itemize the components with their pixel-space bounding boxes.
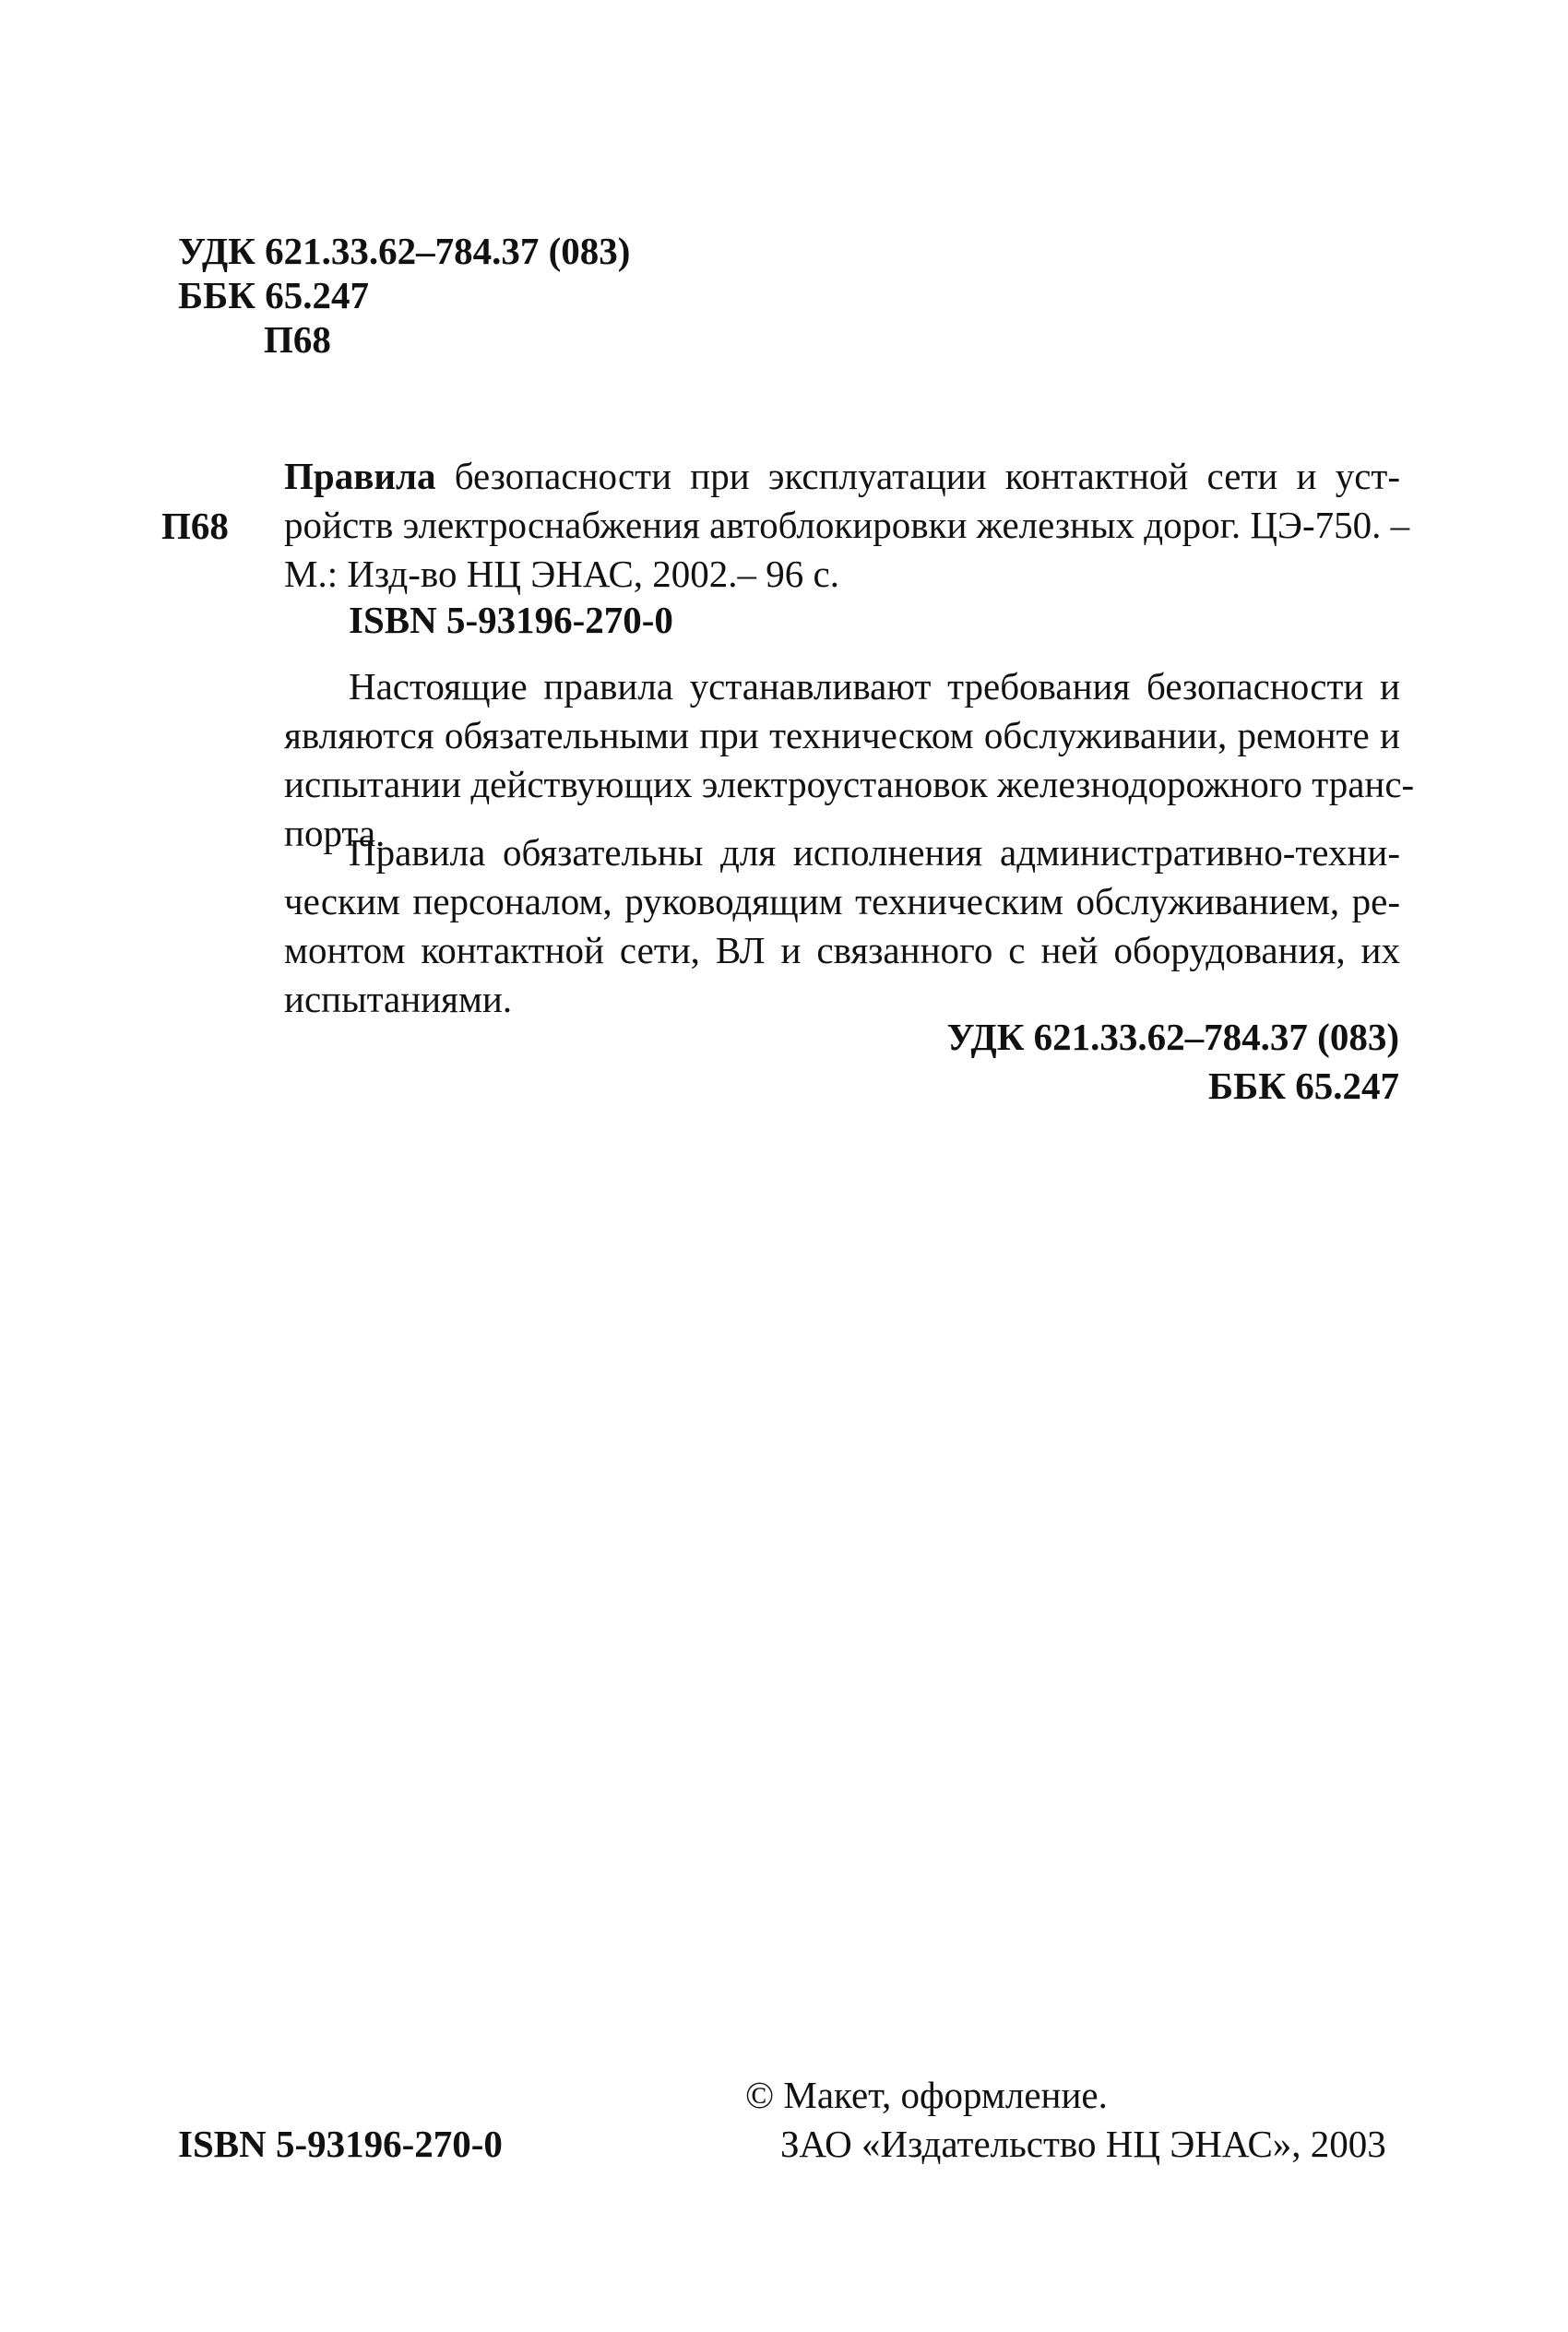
- copyright-notice: [745, 2071, 1386, 2169]
- isbn-bottom: ISBN 5-93196-270-0: [178, 2123, 503, 2165]
- bibliographic-line-2: ройств электроснабжения автоблокировки железных дорог. ЦЭ-750. –: [284, 504, 1410, 546]
- copyright-line-2: ЗАО «Издательство НЦ ЭНАС», 2003: [780, 2123, 1386, 2165]
- bibliographic-line-1-text: безопасности при эксплуатации контактной сети и уст-: [435, 455, 1400, 497]
- abstract-line: ческим персоналом, руководящим техническим обслуживанием, ре-: [284, 880, 1400, 922]
- right-bbk-code: ББК 65.247: [1208, 1065, 1399, 1107]
- bibliographic-line-3: М.: Изд-во НЦ ЭНАС, 2002.– 96 с.: [284, 553, 840, 595]
- bibliographic-record: [284, 452, 1410, 599]
- abstract-line: являются обязательными при техническом обслуживании, ремонте и: [284, 714, 1400, 756]
- abstract-line: испытании действующих электроустановок железнодорожного транс-: [284, 763, 1415, 805]
- bibliographic-title: Правила: [284, 455, 436, 497]
- bibliographic-line-1: [284, 452, 1400, 501]
- abstract-paragraph-2: [284, 828, 1400, 1024]
- copyright-line-1: © Макет, оформление.: [745, 2074, 1108, 2116]
- abstract-line: порта.: [284, 812, 386, 854]
- margin-author-mark: П68: [161, 505, 229, 547]
- abstract-line: монтом контактной сети, ВЛ и связанного с ней оборудования, их: [284, 929, 1400, 971]
- abstract-line: Настоящие правила устанавливают требования безопасности и: [349, 665, 1400, 708]
- abstract-line: Правила обязательны для исполнения административно-техни-: [349, 831, 1400, 874]
- isbn-record: ISBN 5-93196-270-0: [349, 599, 673, 641]
- top-author-mark: П68: [264, 318, 331, 361]
- right-classification-block: [947, 1013, 1399, 1111]
- abstract-line: испытаниями.: [284, 978, 513, 1020]
- top-bbk-code: ББК 65.247: [178, 274, 369, 316]
- right-udk-code: УДК 621.33.62–784.37 (083): [946, 1016, 1399, 1058]
- top-udk-code: УДК 621.33.62–784.37 (083): [178, 230, 631, 272]
